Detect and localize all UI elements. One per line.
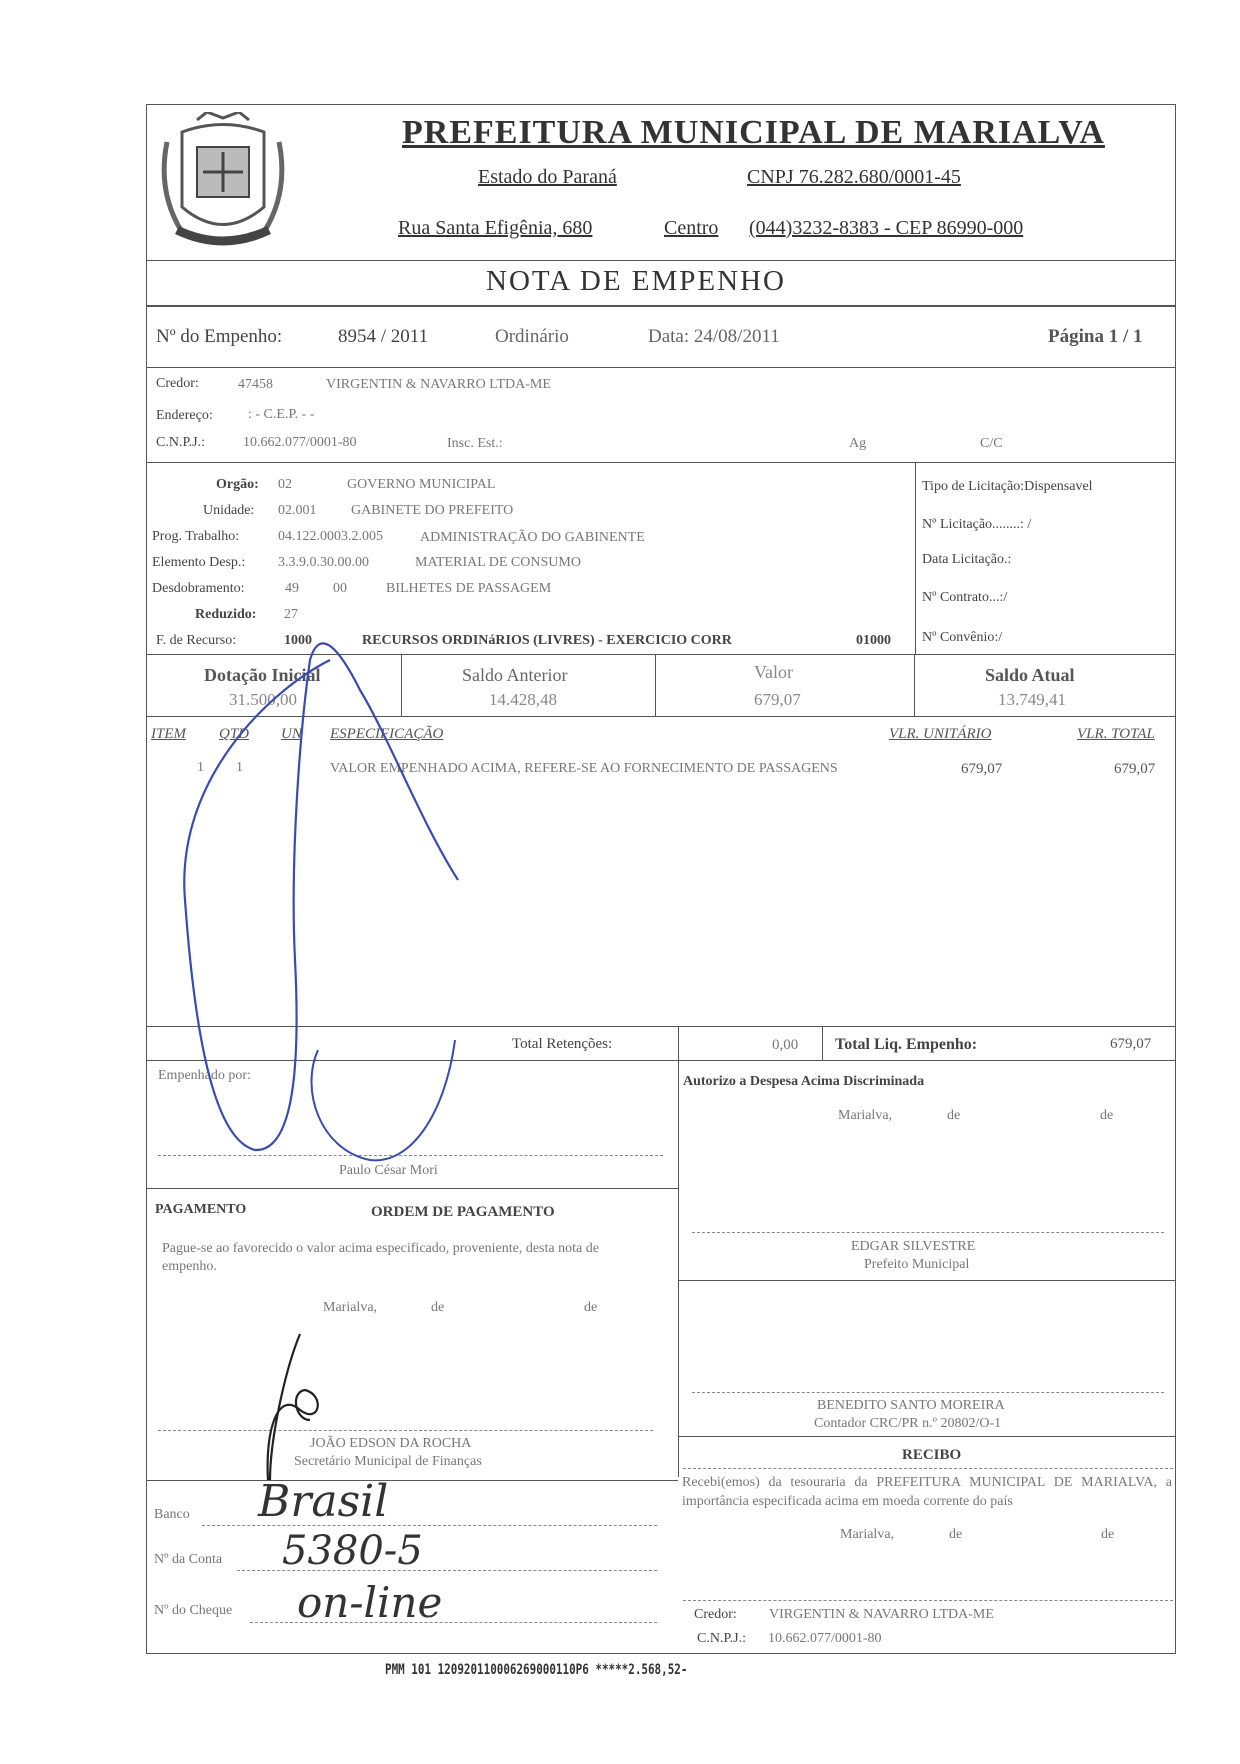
liquido-value: 679,07 xyxy=(1110,1036,1152,1052)
empenhado-name: Paulo César Mori xyxy=(339,1163,438,1178)
pagamento-de-2: de xyxy=(584,1300,598,1315)
reduzido-label: Reduzido: xyxy=(195,607,257,622)
contador-name: BENEDITO SANTO MOREIRA xyxy=(817,1398,1005,1413)
dotacao-value: 31.500,00 xyxy=(229,690,297,709)
empenho-number: 8954 / 2011 xyxy=(338,326,429,347)
convenio-number: Nº Convênio:/ xyxy=(922,630,1003,645)
credor-code: 47458 xyxy=(238,377,273,392)
header-address: Rua Santa Efigênia, 680 xyxy=(398,217,593,239)
autorizo-text: Autorizo a Despesa Acima Discriminada xyxy=(683,1074,925,1089)
col-item: ITEM xyxy=(151,726,186,742)
prefeito-name: EDGAR SILVESTRE xyxy=(851,1239,976,1254)
endereco-value: : - C.E.P. - - xyxy=(248,407,315,422)
empenho-number-label: Nº do Empenho: xyxy=(156,326,283,347)
valor-label: Valor xyxy=(754,662,793,682)
col-qtd: QTD xyxy=(219,726,250,742)
orgao-code: 02 xyxy=(278,477,292,492)
col-vlr-total: VLR. TOTAL xyxy=(1077,726,1155,742)
cheque-label: Nº do Cheque xyxy=(154,1603,233,1618)
recibo-title: RECIBO xyxy=(902,1447,962,1463)
prog-name: ADMINISTRAÇÃO DO GABINENTE xyxy=(420,530,645,545)
recibo-cnpj-label: C.N.P.J.: xyxy=(697,1631,747,1646)
saldo-atual-label: Saldo Atual xyxy=(985,665,1075,685)
licitacao-type: Tipo de Licitação:Dispensavel xyxy=(922,479,1093,494)
handwritten-conta: 5380-5 xyxy=(282,1528,423,1574)
handwritten-cheque: on-line xyxy=(297,1578,443,1627)
item-vlr-total: 679,07 xyxy=(1114,761,1156,777)
conta-label: Nº da Conta xyxy=(154,1552,223,1567)
municipal-coat-of-arms xyxy=(152,112,294,260)
ordem-pagamento-title: ORDEM DE PAGAMENTO xyxy=(371,1204,555,1220)
recurso-code: 1000 xyxy=(284,633,312,648)
contrato-number: Nº Contrato...:/ xyxy=(922,590,1008,605)
header-district: Centro xyxy=(664,217,719,239)
dotacao-label: Dotação Inicial xyxy=(204,665,321,685)
recibo-credor-label: Credor: xyxy=(694,1607,737,1622)
recibo-city: Marialva, xyxy=(840,1527,895,1542)
empenho-date: Data: 24/08/2011 xyxy=(648,326,780,347)
footer-code: PMM 101 120920110006269000110P6 *****2.568,52- xyxy=(385,1662,688,1678)
elemento-code: 3.3.9.0.30.00.00 xyxy=(278,555,369,570)
reduzido-value: 27 xyxy=(284,607,298,622)
desdobramento-name: BILHETES DE PASSAGEM xyxy=(386,581,552,596)
orgao-label: Orgão: xyxy=(216,477,259,492)
document-title: NOTA DE EMPENHO xyxy=(486,265,786,297)
credor-name: VIRGENTIN & NAVARRO LTDA-ME xyxy=(326,377,551,392)
credor-label: Credor: xyxy=(156,376,199,391)
recurso-name: RECURSOS ORDINáRIOS (LIVRES) - EXERCICIO CORR xyxy=(362,633,732,648)
header-title: PREFEITURA MUNICIPAL DE MARIALVA xyxy=(402,114,1105,151)
desdobramento-label: Desdobramento: xyxy=(152,581,245,596)
recurso-label: F. de Recurso: xyxy=(156,633,237,648)
cc-label: C/C xyxy=(980,436,1003,451)
pagamento-city: Marialva, xyxy=(323,1300,378,1315)
page-number: Página 1 / 1 xyxy=(1048,326,1143,347)
elemento-name: MATERIAL DE CONSUMO xyxy=(415,555,581,570)
empenho-type: Ordinário xyxy=(495,326,569,347)
col-un: UN xyxy=(281,726,302,742)
pagamento-de-1: de xyxy=(431,1300,445,1315)
saldo-anterior-value: 14.428,48 xyxy=(489,690,557,709)
recibo-cnpj-value: 10.662.077/0001-80 xyxy=(768,1631,882,1646)
secretario-cargo: Secretário Municipal de Finanças xyxy=(294,1454,482,1469)
item-qtd: 1 xyxy=(236,760,243,775)
prefeito-cargo: Prefeito Municipal xyxy=(864,1257,970,1272)
saldo-atual-value: 13.749,41 xyxy=(998,690,1066,709)
recurso-number: 01000 xyxy=(856,633,891,648)
licitacao-number: Nº Licitação........: / xyxy=(922,517,1032,532)
ag-label: Ag xyxy=(849,436,867,451)
desdobramento-sub: 00 xyxy=(333,581,347,596)
autorizo-city: Marialva, xyxy=(838,1108,893,1123)
unidade-label: Unidade: xyxy=(203,503,255,518)
recibo-de-2: de xyxy=(1101,1527,1115,1542)
recibo-credor-name: VIRGENTIN & NAVARRO LTDA-ME xyxy=(769,1607,994,1622)
col-especificacao: ESPECIFICAÇÃO xyxy=(330,726,444,742)
cnpj-value: 10.662.077/0001-80 xyxy=(243,435,357,450)
prog-code: 04.122.0003.2.005 xyxy=(278,529,383,544)
col-vlr-unitario: VLR. UNITÁRIO xyxy=(889,726,992,742)
contador-cargo: Contador CRC/PR n.º 20802/O-1 xyxy=(814,1416,1002,1431)
header-state: Estado do Paraná xyxy=(478,166,617,188)
pagamento-label: PAGAMENTO xyxy=(155,1202,247,1217)
autorizo-de-1: de xyxy=(947,1108,961,1123)
secretario-name: JOÃO EDSON DA ROCHA xyxy=(310,1436,472,1451)
insc-est-label: Insc. Est.: xyxy=(447,436,503,451)
recibo-text: Recebi(emos) da tesouraria da PREFEITURA MUNICIPAL DE MARIALVA, a importância especificada acima em moeda corrente do país xyxy=(682,1475,1172,1509)
endereco-label: Endereço: xyxy=(156,408,213,423)
unidade-code: 02.001 xyxy=(278,503,317,518)
retencoes-value: 0,00 xyxy=(772,1037,799,1053)
orgao-name: GOVERNO MUNICIPAL xyxy=(347,477,496,492)
desdobramento-code: 49 xyxy=(285,581,299,596)
autorizo-de-2: de xyxy=(1100,1108,1114,1123)
item-especificacao: VALOR EMPENHADO ACIMA, REFERE-SE AO FORNECIMENTO DE PASSAGENS xyxy=(330,761,838,776)
recibo-de-1: de xyxy=(949,1527,963,1542)
empenhado-label: Empenhado por: xyxy=(158,1068,251,1083)
header-cnpj: CNPJ 76.282.680/0001-45 xyxy=(747,166,961,188)
retencoes-label: Total Retenções: xyxy=(512,1036,613,1052)
item-vlr-unitario: 679,07 xyxy=(961,761,1003,777)
unidade-name: GABINETE DO PREFEITO xyxy=(351,503,514,518)
pagamento-text: Pague-se ao favorecido o valor acima especificado, proveniente, desta nota de empenho. xyxy=(162,1241,599,1274)
prog-label: Prog. Trabalho: xyxy=(152,529,240,544)
cnpj-label: C.N.P.J.: xyxy=(156,435,206,450)
header-phone-cep: (044)3232-8383 - CEP 86990-000 xyxy=(749,217,1024,239)
liquido-label: Total Liq. Empenho: xyxy=(835,1036,978,1053)
banco-label: Banco xyxy=(154,1507,190,1522)
valor-value: 679,07 xyxy=(754,690,801,709)
elemento-label: Elemento Desp.: xyxy=(152,555,246,570)
saldo-anterior-label: Saldo Anterior xyxy=(462,665,568,685)
handwritten-banco: Brasil xyxy=(258,1476,389,1527)
item-number: 1 xyxy=(197,760,204,775)
licitacao-date: Data Licitação.: xyxy=(922,552,1012,567)
